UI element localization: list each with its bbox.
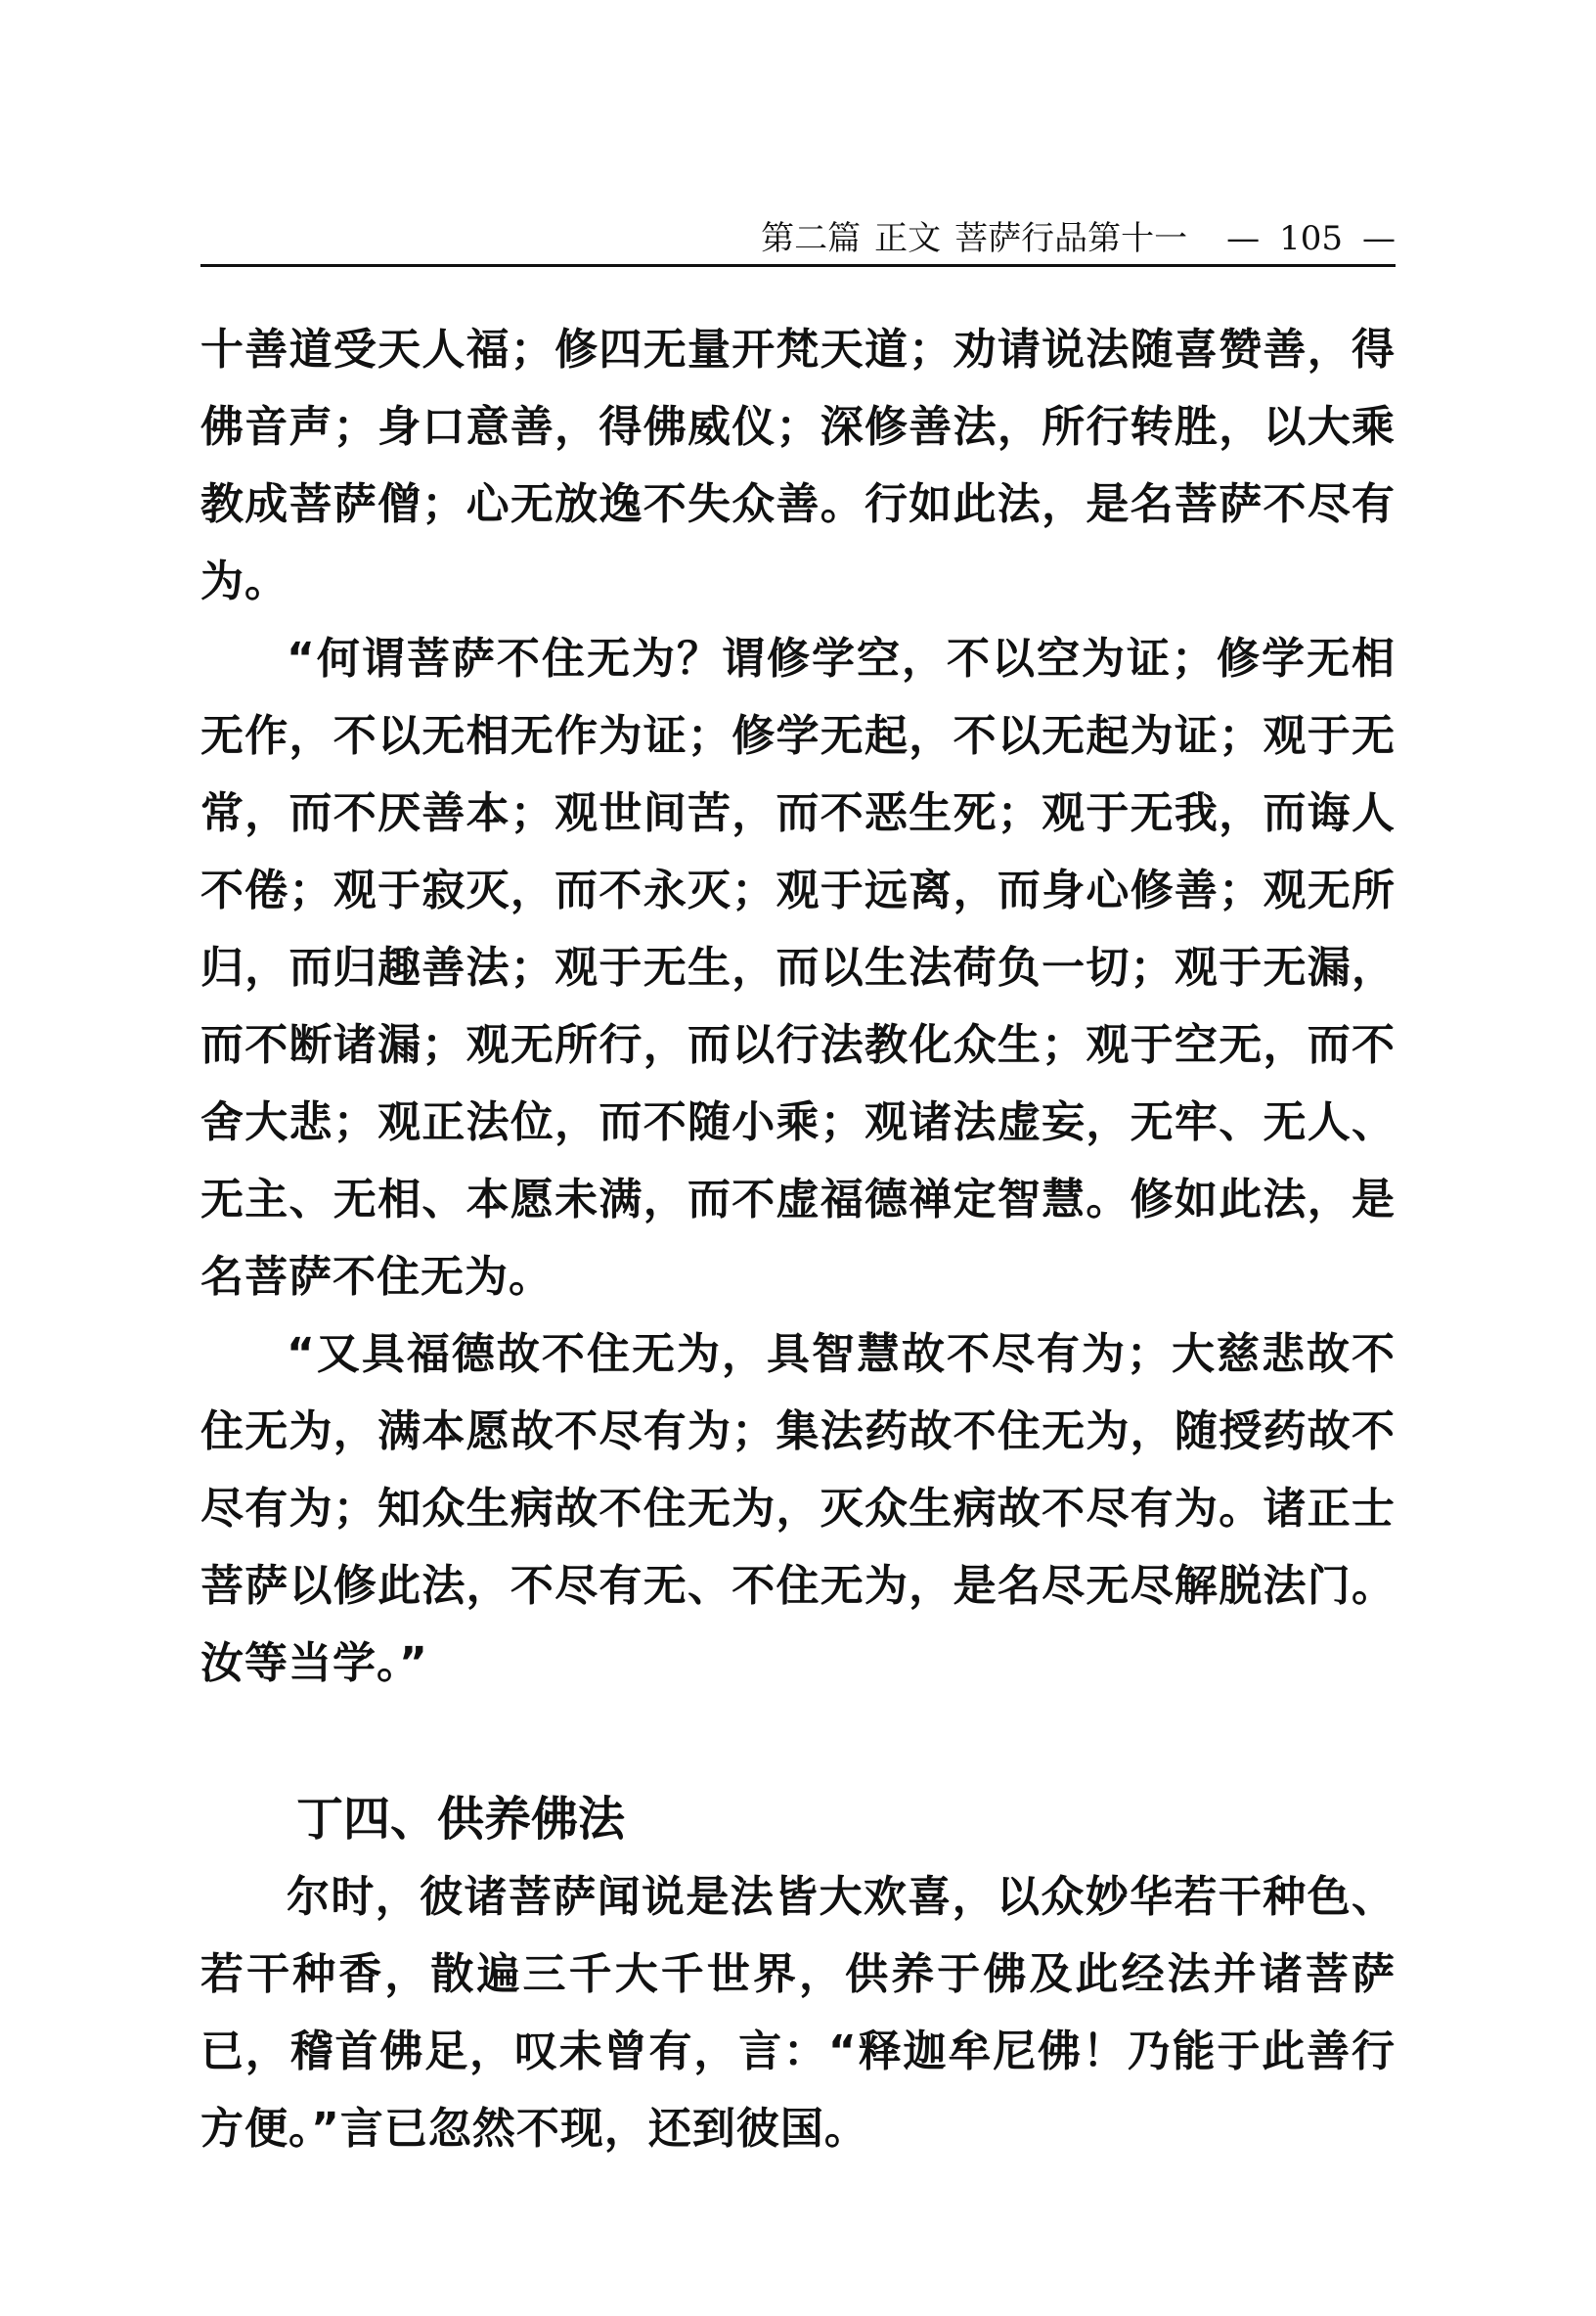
section-heading: 丁四、供养佛法 [296, 1792, 626, 1847]
page-number: 105 [1279, 219, 1343, 258]
body-text [200, 311, 1396, 2167]
header-chapter: 菩萨行品第十一 [954, 219, 1188, 258]
paragraph-merit-and-wisdom: “又具福德故不住无为，具智慧故不尽有为；大慈悲故不住无为，满本愿故不尽有为；集法药故不住无为，随授药故不尽有为；知众生病故不住无为，灭众生病故不尽有为。诸正士菩萨以修此法，不尽有无、不住无为，是名尽无尽解脱法门。汝等当学。” [200, 1329, 1396, 1688]
running-header [200, 213, 1396, 267]
paragraph-continued: 十善道受天人福；修四无量开梵天道；劝请说法随喜赞善，得佛音声；身口意善，得佛威仪；深修善法，所行转胜，以大乘教成菩萨僧；心无放逸不失众善。行如此法，是名菩萨不尽有为。 [200, 325, 1396, 606]
header-dash-left: — [1226, 219, 1261, 258]
header-dash-right: — [1362, 219, 1396, 258]
paragraph-offering: 尔时，彼诸菩萨闻说是法皆大欢喜，以众妙华若干种色、若干种香，散遍三千大千世界，供养于佛及此经法并诸菩萨已，稽首佛足，叹未曾有，言：“释迦牟尼佛！乃能于此善行方便。”言已忽然不现，还到彼国。 [200, 1872, 1396, 2154]
header-part: 第二篇 [761, 219, 862, 258]
header-section: 正文 [874, 219, 942, 258]
paragraph-not-abiding-unconditioned: “何谓菩萨不住无为？谓修学空，不以空为证；修学无相无作，不以无相无作为证；修学无起，不以无起为证；观于无常，而不厌善本；观世间苦，而不恶生死；观于无我，而诲人不倦；观于寂灭，而不永灭；观于远离，而身心修善；观无所归，而归趣善法；观于无生，而以生法荷负一切；观于无漏，而不断诸漏；观无所行，而以行法教化众生；观于空无，而不舍大悲；观正法位，而不随小乘；观诸法虚妄，无牢、无人、无主、无相、本愿未满，而不虚福德禅定智慧。修如此法，是名菩萨不住无为。 [200, 634, 1396, 1302]
